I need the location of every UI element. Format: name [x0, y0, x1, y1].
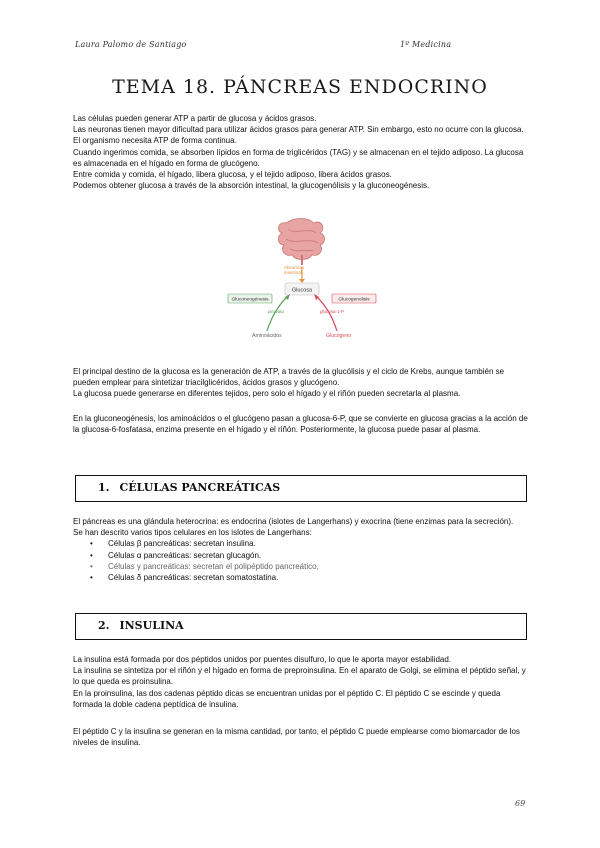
- amino-acids-label: Aminoácidos: [252, 333, 282, 339]
- paragraph-line: El principal destino de la glucosa es la generación de ATP, a través de la glucólisis y el ciclo de Krebs, aunque también se pueden emplear para sintetizar triacilglicéridos, ácidos grasos y glucógeno.: [73, 367, 505, 388]
- section-title: CÉLULAS PANCREÁTICAS: [119, 481, 281, 494]
- section-title: INSULINA: [119, 619, 184, 632]
- section-number: 2.: [98, 619, 110, 632]
- paragraph-line: En la gluconeogénesis, los aminoácidos o el glucógeno pasan a glucosa-6-P, que se convierte en glucosa gracias a la acción de la glucosa-6-fosfatasa, enzima presente en el hígado y el riñón. Posteriormente, la glucosa puede pasar al plasma.: [73, 414, 528, 435]
- intro-paragraph: [73, 113, 528, 191]
- paragraph-line: Se han descrito varios tipos celulares en los islotes de Langerhans:: [73, 528, 312, 538]
- cell-types-list: [73, 538, 528, 583]
- paragraph-line: La insulina se sintetiza por el riñón y el hígado en forma de preproinsulina. En el aparato de Golgi, se elimina el péptido señal, y lo que queda es proinsulina.: [73, 666, 526, 687]
- list-item: • Células β pancreáticas: secretan insulina.: [73, 538, 528, 549]
- list-item: • Células δ pancreáticas: secretan somatostatina.: [73, 572, 528, 583]
- glycogenolysis-label: Glucogenolisis: [338, 297, 370, 303]
- glycogen-label: Glucógeno: [326, 333, 352, 339]
- pyruvate-label: piruvato: [268, 309, 285, 314]
- paragraph-line: El páncreas es una glándula heterocrina: es endocrina (islotes de Langerhans) y exocrina (tiene enzimas para la secreción).: [73, 517, 514, 526]
- glucose-1p-label: glucosa-1-P: [320, 309, 345, 314]
- page-number: 69: [515, 799, 526, 808]
- intro-line: Las neuronas tienen mayor dificultad para utilizar ácidos grasos para generar ATP. Sin embargo, esto no ocurre con la glucosa.: [73, 125, 524, 135]
- header-author: Laura Palomo de Santiago: [75, 40, 187, 49]
- paragraph-line: El péptido C y la insulina se generan en la misma cantidad, por tanto, el péptido C puede emplearse como biomarcador de los niveles de insulina.: [73, 727, 520, 748]
- gluconeogenesis-label: Gluconeogénesis: [231, 297, 269, 303]
- glucose-sources-diagram: [222, 213, 382, 343]
- intro-line: Las células pueden generar ATP a partir de glucosa y ácidos grasos.: [73, 114, 317, 123]
- intro-line: Podemos obtener glucosa a través de la absorción intestinal, la glucogenólisis y la gluconeogénesis.: [73, 181, 430, 191]
- intro-line: Cuando ingerimos comida, se absorben lípidos en forma de triglicéridos (TAG) y se almacenan en el tejido adiposo. La glucosa es almacenada en el hígado en forma de glucógeno.: [73, 147, 524, 168]
- gluconeogenesis-paragraph: [73, 413, 528, 435]
- glucose-destination-paragraph: [73, 366, 528, 400]
- intro-line: El organismo necesita ATP de forma continua.: [73, 136, 237, 146]
- list-item: • Células α pancreáticas: secretan glucagón.: [73, 550, 528, 561]
- page-title: TEMA 18. PÁNCREAS ENDOCRINO: [112, 76, 488, 98]
- list-item: • Células γ pancreáticas: secretan el polipéptido pancreático,: [73, 561, 528, 572]
- pancreatic-cells-paragraph: [73, 516, 528, 583]
- paragraph-line: La insulina está formada por dos péptidos unidos por puentes disulfuro, lo que le aporta mayor estabilidad.: [73, 655, 452, 664]
- absorption-label-2: intestinal: [284, 270, 302, 275]
- paragraph-line: En la proinsulina, las dos cadenas péptido dicas se encuentran unidas por el péptido C. El péptido C se escinde y queda formada la doble cadena peptídica de insulina.: [73, 688, 501, 709]
- intro-line: Entre comida y comida, el hígado, libera glucosa, y el tejido adiposo, libera ácidos grasos.: [73, 170, 392, 180]
- section-heading-cells: [75, 475, 527, 502]
- insulin-paragraph: [73, 654, 528, 710]
- header-course: 1º Medicina: [400, 40, 452, 49]
- glucose-label: Glucosa: [291, 287, 313, 294]
- absorption-label-1: Absorción: [284, 265, 305, 270]
- c-peptide-paragraph: [73, 726, 528, 748]
- section-number: 1.: [98, 481, 110, 494]
- paragraph-line: La glucosa puede generarse en diferentes tejidos, pero solo el hígado y el riñón pueden secretarla al plasma.: [73, 389, 461, 399]
- section-heading-insulin: [75, 613, 527, 640]
- intestine-icon: [278, 219, 324, 266]
